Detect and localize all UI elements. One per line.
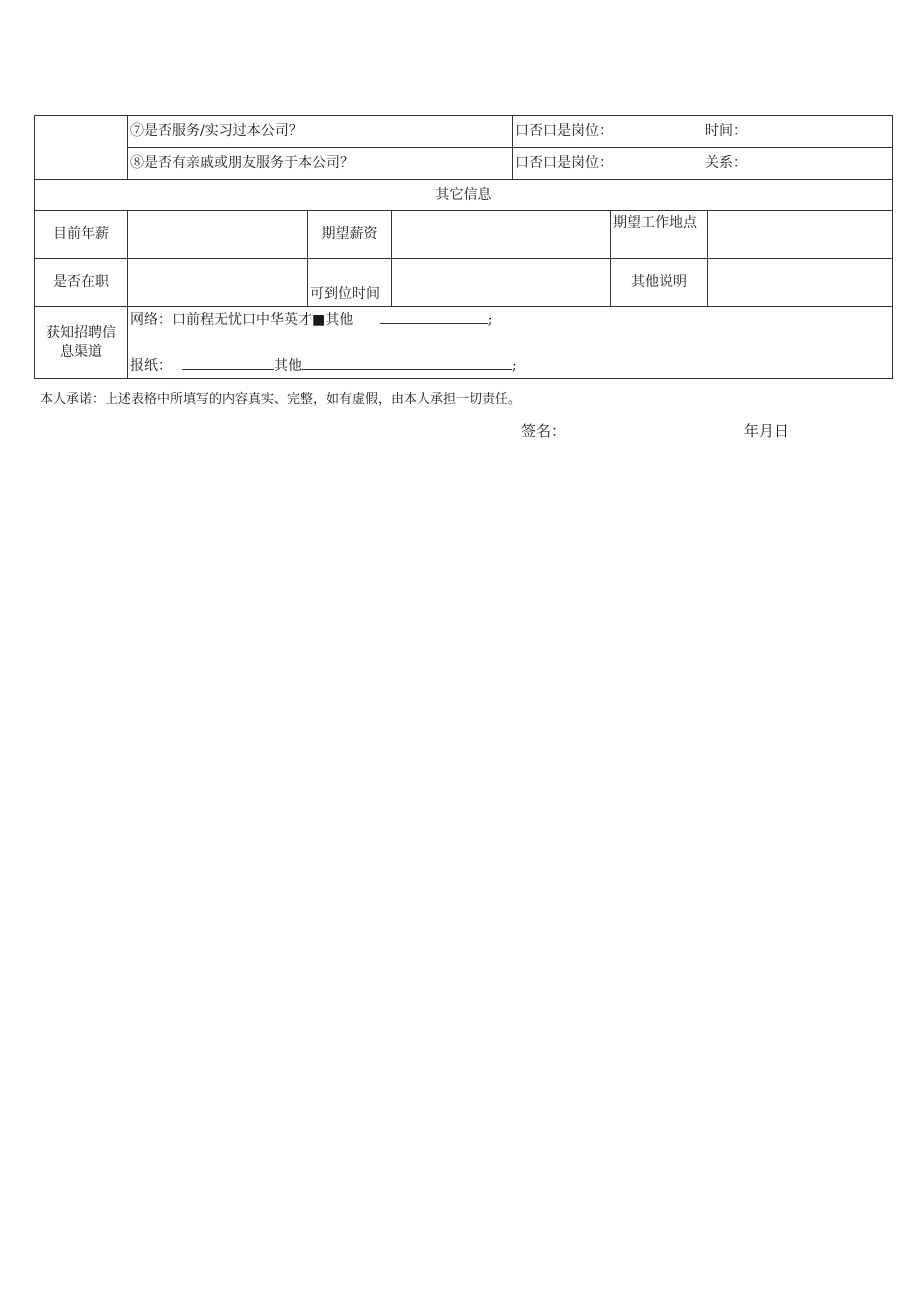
salary-row — [35, 211, 893, 259]
newspaper-source-line[interactable] — [130, 357, 517, 376]
question-7-options[interactable]: 口否口是岗位： — [515, 123, 614, 140]
section-title: 其它信息 — [35, 180, 893, 211]
newspaper-end-mark: ; — [512, 358, 517, 375]
section-header-row — [35, 180, 893, 211]
newspaper-other-label: 其他 — [274, 358, 302, 375]
question-7-text: ⑦是否服务/实习过本公司？ — [130, 123, 303, 140]
employment-row — [35, 259, 893, 307]
recruitment-source-options-cell — [128, 307, 893, 379]
current-salary-field[interactable] — [128, 211, 308, 259]
employed-label: 是否在职 — [35, 259, 128, 307]
newspaper-name-blank[interactable] — [182, 357, 274, 370]
question-group-label-cell — [35, 116, 128, 180]
network-source-options[interactable]: 网络：口前程无忧口中华英才■其他 — [130, 312, 354, 328]
network-other-blank[interactable] — [380, 311, 488, 324]
recruitment-source-label-cell — [35, 307, 128, 379]
expected-location-label: 期望工作地点 — [613, 215, 698, 231]
pledge-statement: 本人承诺：上述表格中所填写的内容真实、完整，如有虚假，由本人承担一切责任。 — [40, 392, 522, 407]
available-time-field[interactable] — [392, 259, 611, 307]
question-row-7 — [35, 116, 893, 148]
recruitment-source-label-line1: 获知招聘信 — [46, 324, 116, 341]
question-row-8 — [35, 148, 893, 180]
expected-location-label-cell — [611, 211, 708, 259]
question-8-extra: 关系： — [705, 155, 748, 171]
question-8-cell — [128, 148, 513, 180]
question-7-cell — [128, 116, 513, 148]
question-8-options[interactable]: 口否口是岗位： — [515, 155, 614, 172]
network-end-mark: ; — [487, 312, 493, 328]
employed-field[interactable] — [128, 259, 308, 307]
newspaper-label: 报纸： — [130, 358, 172, 375]
network-source-line[interactable] — [130, 311, 492, 330]
other-notes-label: 其他说明 — [611, 259, 708, 307]
expected-salary-field[interactable] — [392, 211, 611, 259]
other-notes-field[interactable] — [708, 259, 893, 307]
current-salary-label: 目前年薪 — [35, 211, 128, 259]
recruitment-source-label-line2: 息渠道 — [60, 343, 102, 360]
question-8-text: ⑧是否有亲戚或朋友服务于本公司？ — [130, 155, 354, 172]
question-7-answer-cell[interactable] — [513, 116, 893, 148]
question-8-answer-cell[interactable] — [513, 148, 893, 180]
newspaper-other-blank[interactable] — [302, 357, 512, 370]
available-time-label-cell — [308, 259, 392, 307]
signature-label: 签名： — [521, 422, 567, 440]
application-form-table — [34, 115, 893, 379]
expected-location-field[interactable] — [708, 211, 893, 259]
expected-salary-label: 期望薪资 — [308, 211, 392, 259]
date-label: 年月日 — [744, 422, 790, 440]
recruitment-source-row — [35, 307, 893, 379]
available-time-label: 可到位时间 — [310, 286, 380, 303]
question-7-extra: 时间： — [705, 123, 748, 139]
